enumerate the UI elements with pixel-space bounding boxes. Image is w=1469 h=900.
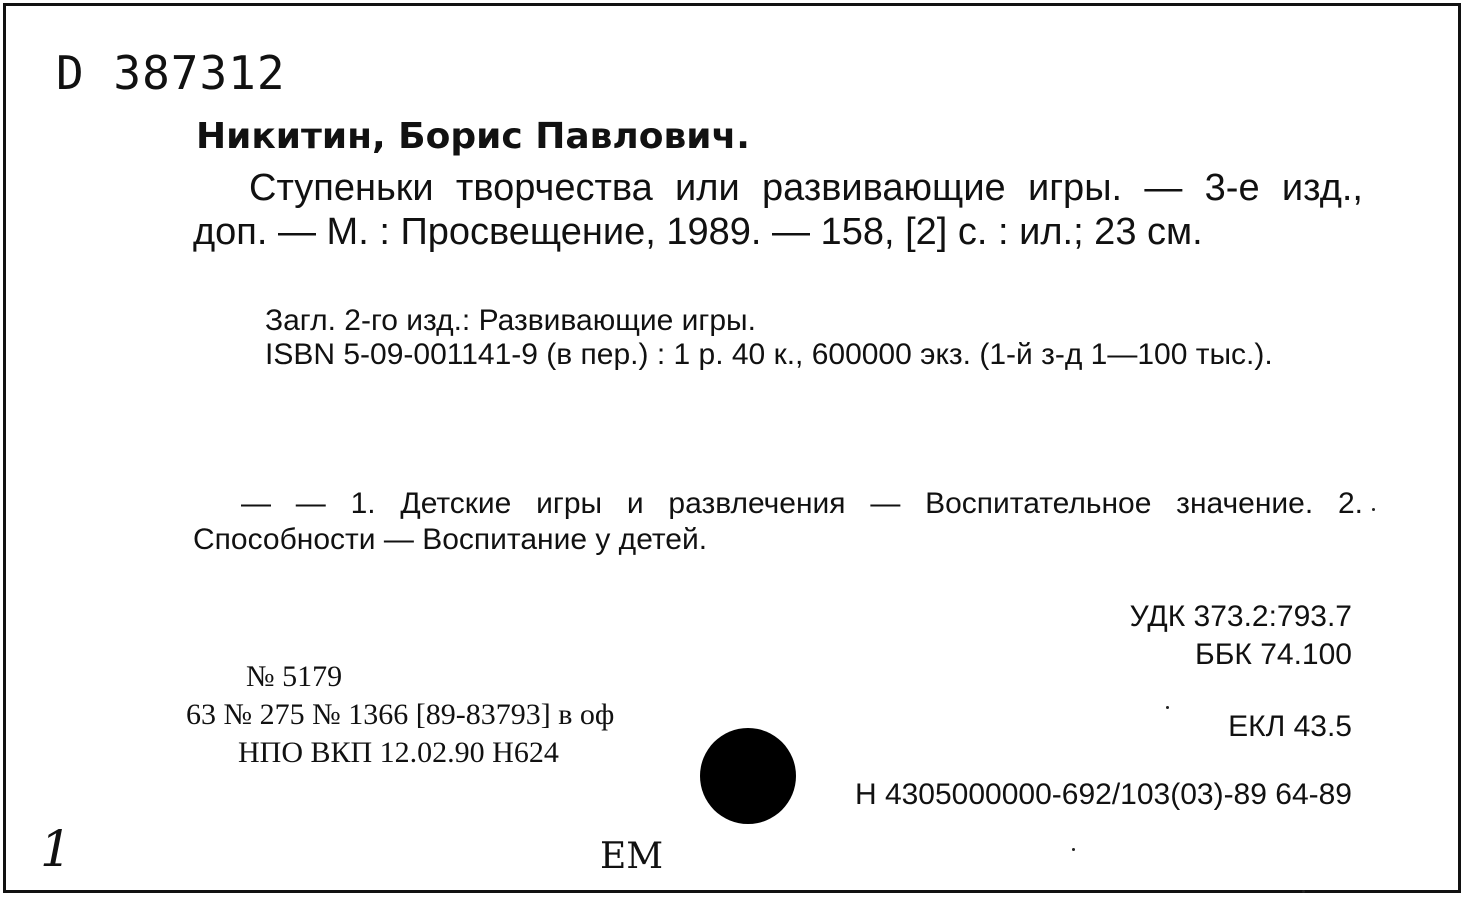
record-number: № 5179: [246, 660, 343, 693]
udk-code: УДК 373.2:793.7: [1129, 600, 1352, 633]
npo-line: НПО ВКП 12.02.90 Н624: [238, 736, 559, 769]
speck: [1166, 706, 1169, 709]
punch-hole-dot: [700, 728, 796, 824]
speck: [1072, 848, 1075, 851]
card-number: D 387312: [56, 46, 286, 100]
handwritten-mark: 1: [40, 820, 72, 878]
order-line: 63 № 275 № 1366 [89-83793] в оф: [186, 698, 615, 731]
subject-headings: — — 1. Детские игры и развлечения — Воспитательное значение. 2. Способности — Воспитание у детей.: [193, 487, 1363, 556]
ekl-code: ЕКЛ 43.5: [1228, 710, 1352, 743]
author-heading: Никитин, Борис Павлович.: [196, 116, 750, 157]
publisher-code: Н 4305000000-692/103(03)-89 64-89: [854, 778, 1352, 811]
title-statement: Ступеньки творчества или развивающие игры. — 3-е изд., доп. — М. : Просвещение, 1989. — 158, [2] с. : ил.; 23 см.: [193, 167, 1363, 253]
catalog-card: [3, 3, 1461, 893]
footer-mark: ЕМ: [600, 836, 664, 877]
bbk-code: ББК 74.100: [1195, 638, 1352, 671]
note-original-title: Загл. 2-го изд.: Развивающие игры.: [265, 304, 756, 337]
speck: [1302, 890, 1305, 893]
note-isbn: ISBN 5-09-001141-9 (в пер.) : 1 р. 40 к., 600000 экз. (1-й з-д 1—100 тыс.).: [265, 338, 1273, 371]
notes-block: [193, 304, 1363, 372]
speck: [1372, 508, 1375, 511]
